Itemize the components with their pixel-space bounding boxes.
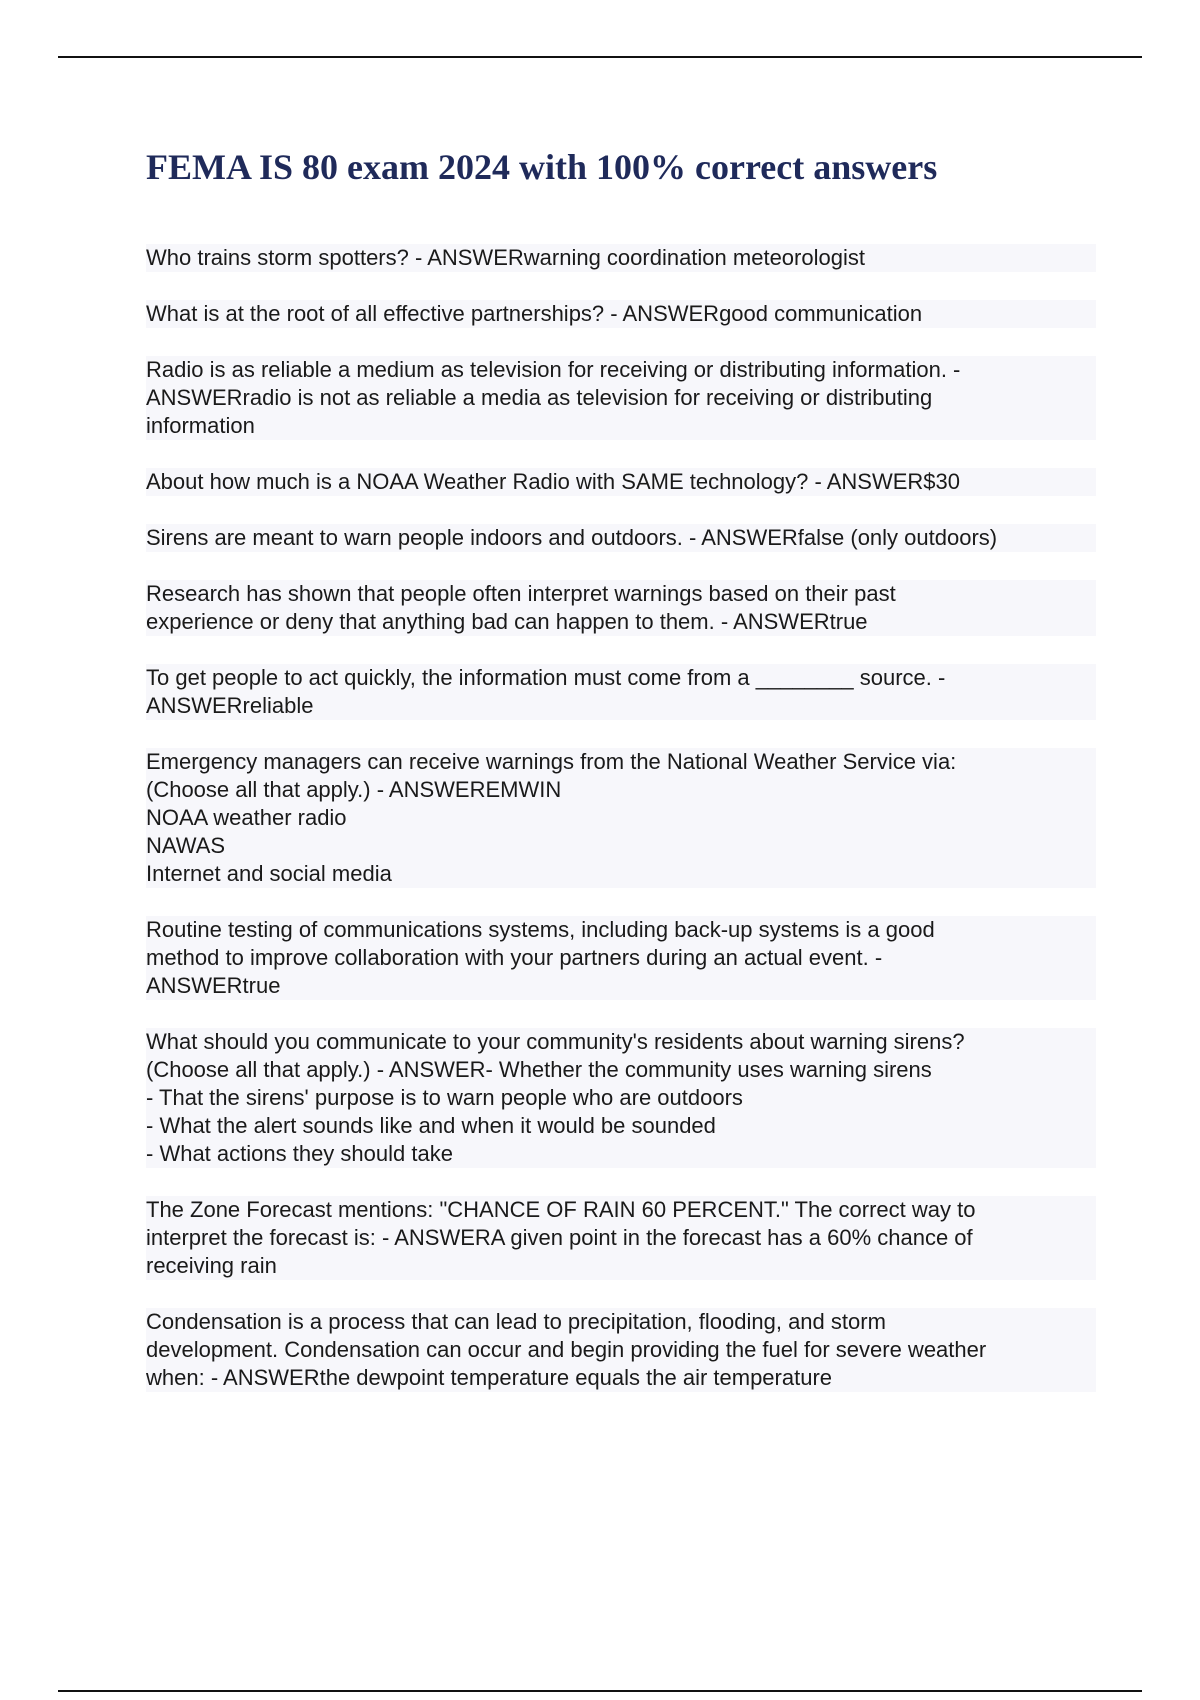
qa-item (146, 916, 1096, 1000)
qa-item (146, 1308, 1096, 1392)
document-title: FEMA IS 80 exam 2024 with 100% correct answers (146, 147, 938, 187)
qa-text-line: ANSWERradio is not as reliable a media as television for receiving or distributing (146, 385, 933, 410)
qa-item (146, 356, 1096, 440)
qa-text-line: Internet and social media (146, 861, 392, 886)
qa-item (146, 1028, 1096, 1168)
qa-text-line: Emergency managers can receive warnings from the National Weather Service via: (146, 749, 957, 774)
qa-text-line: - What actions they should take (146, 1141, 453, 1166)
qa-text-line: About how much is a NOAA Weather Radio with SAME technology? - ANSWER$30 (146, 469, 960, 494)
qa-text-line: method to improve collaboration with your partners during an actual event. - (146, 945, 883, 970)
qa-text-line: interpret the forecast is: - ANSWERA given point in the forecast has a 60% chance of (146, 1225, 973, 1250)
qa-text-line: ANSWERtrue (146, 973, 281, 998)
bottom-rule (58, 1690, 1142, 1692)
qa-text-line: development. Condensation can occur and begin providing the fuel for severe weather (146, 1337, 987, 1362)
qa-text-line: Radio is as reliable a medium as television for receiving or distributing information. - (146, 357, 961, 382)
question-answer-list (146, 244, 1096, 1420)
qa-text-line: Sirens are meant to warn people indoors and outdoors. - ANSWERfalse (only outdoors) (146, 525, 998, 550)
qa-text-line: The Zone Forecast mentions: "CHANCE OF RAIN 60 PERCENT." The correct way to (146, 1197, 976, 1222)
qa-item (146, 580, 1096, 636)
qa-text-line: What should you communicate to your community's residents about warning sirens? (146, 1029, 965, 1054)
qa-text-line: To get people to act quickly, the information must come from a ________ source. - (146, 665, 946, 690)
qa-text-line: - That the sirens' purpose is to warn people who are outdoors (146, 1085, 743, 1110)
qa-text-line: - What the alert sounds like and when it would be sounded (146, 1113, 716, 1138)
qa-item (146, 300, 1096, 328)
qa-text-line: (Choose all that apply.) - ANSWEREMWIN (146, 777, 562, 802)
qa-text-line: experience or deny that anything bad can happen to them. - ANSWERtrue (146, 609, 868, 634)
qa-text-line: Who trains storm spotters? - ANSWERwarning coordination meteorologist (146, 245, 865, 270)
qa-item (146, 244, 1096, 272)
qa-item (146, 748, 1096, 888)
qa-text-line: receiving rain (146, 1253, 277, 1278)
qa-text-line: information (146, 413, 255, 438)
qa-item (146, 1196, 1096, 1280)
qa-text-line: Routine testing of communications systems, including back-up systems is a good (146, 917, 935, 942)
top-rule (58, 56, 1142, 58)
qa-text-line: NOAA weather radio (146, 805, 347, 830)
qa-text-line: Research has shown that people often interpret warnings based on their past (146, 581, 896, 606)
qa-item (146, 468, 1096, 496)
qa-item (146, 524, 1096, 552)
qa-text-line: (Choose all that apply.) - ANSWER- Whether the community uses warning sirens (146, 1057, 932, 1082)
qa-text-line: ANSWERreliable (146, 693, 314, 718)
qa-text-line: Condensation is a process that can lead to precipitation, flooding, and storm (146, 1309, 886, 1334)
qa-text-line: NAWAS (146, 833, 226, 858)
qa-item (146, 664, 1096, 720)
qa-text-line: when: - ANSWERthe dewpoint temperature equals the air temperature (146, 1365, 833, 1390)
qa-text-line: What is at the root of all effective partnerships? - ANSWERgood communication (146, 301, 923, 326)
